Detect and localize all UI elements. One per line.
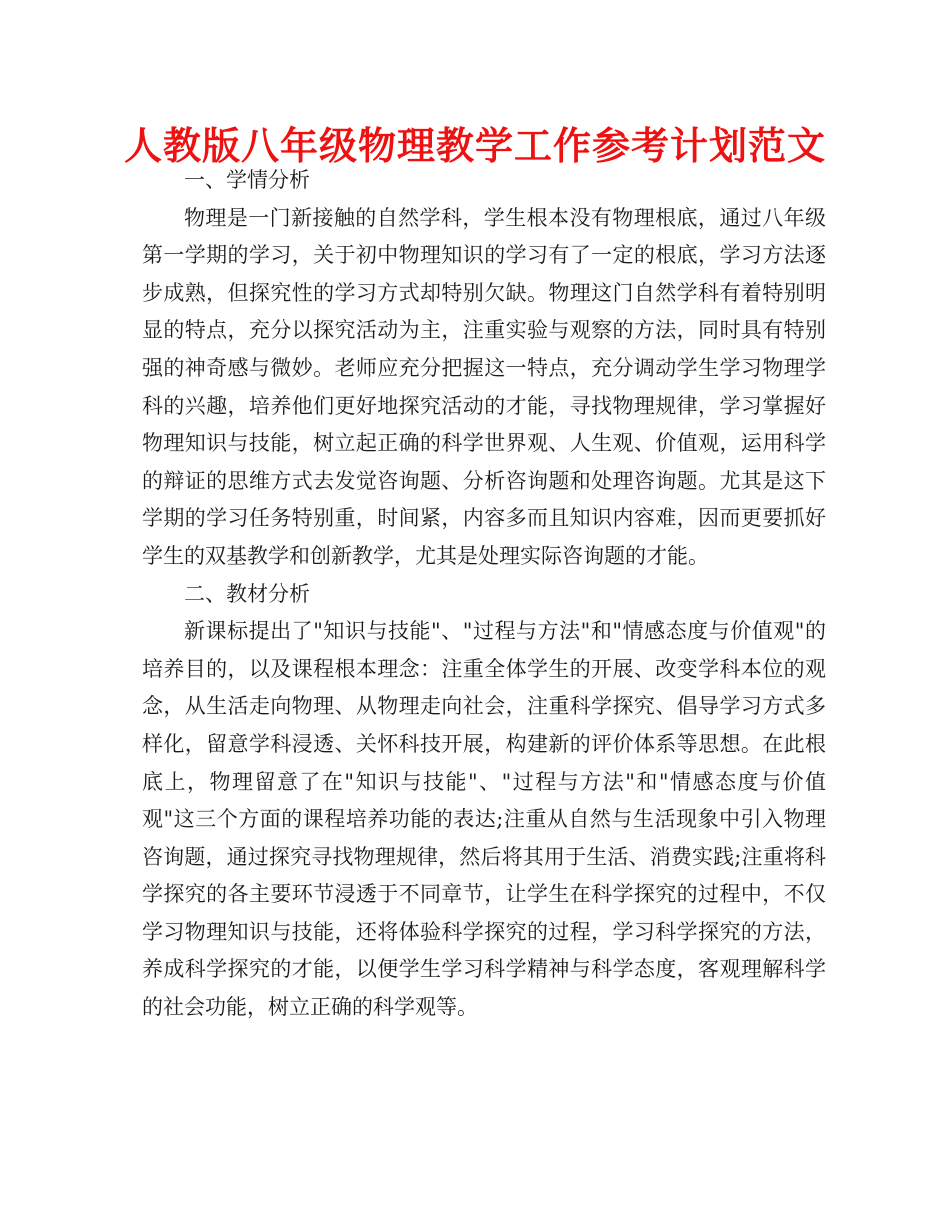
section-heading: 一、学情分析	[184, 168, 310, 192]
section-paragraph: 新课标提出了"知识与技能"、"过程与方法"和"情感态度与价值观"的培养目的，以及课程根本理念：注重全体学生的开展、改变学科本位的观念，从生活走向物理、从物理走向社会，注重科学探究、倡导学习方式多样化，留意学科浸透、关怀科技开展，构建新的评价体系等思想。在此根底上，物理留意了在"知识与技能"、"过程与方法"和"情感态度与价值观"这三个方面的课程培养功能的表达;注重从自然与生活现象中引入物理咨询题，通过探究寻找物理规律，然后将其用于生活、消费实践;注重将科学探究的各主要环节浸透于不同章节，让学生在科学探究的过程中，不仅学习物理知识与技能，还将体验科学探究的过程，学习科学探究的方法，养成科学探究的才能，以便学生学习科学精神与科学态度，客观理解科学的社会功能，树立正确的科学观等。	[142, 619, 826, 1020]
section-heading: 二、教材分析	[184, 581, 310, 606]
document-title: 人教版八年级物理教学工作参考计划范文	[123, 124, 826, 168]
section-learning-analysis	[142, 162, 826, 576]
document-body	[142, 162, 826, 1027]
section-textbook-analysis	[142, 576, 826, 1027]
section-paragraph: 物理是一门新接触的自然学科，学生根本没有物理根底，通过八年级第一学期的学习，关于初中物理知识的学习有了一定的根底，学习方法逐步成熟，但探究性的学习方式却特别欠缺。物理这门自然学科有着特别明显的特点，充分以探究活动为主，注重实验与观察的方法，同时具有特别强的神奇感与微妙。老师应充分把握这一特点，充分调动学生学习物理学科的兴趣，培养他们更好地探究活动的才能，寻找物理规律，学习掌握好物理知识与技能，树立起正确的科学世界观、人生观、价值观，运用科学的辩证的思维方式去发觉咨询题、分析咨询题和处理咨询题。尤其是这下学期的学习任务特别重，时间紧，内容多而且知识内容难，因而更要抓好学生的双基教学和创新教学，尤其是处理实际咨询题的才能。	[142, 205, 826, 568]
